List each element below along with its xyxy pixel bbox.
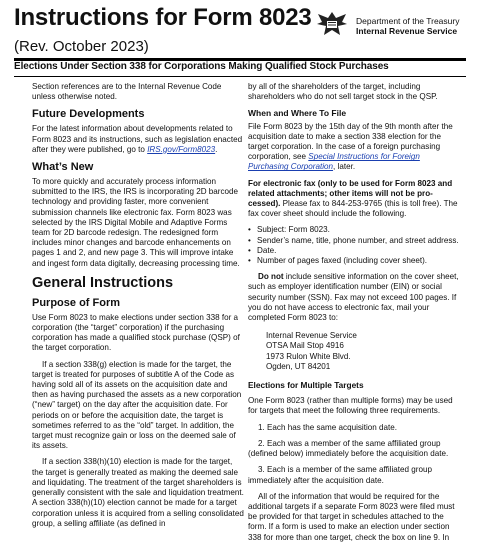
efax-text: Please fax to 844-253-9765 (this is toll free). The fax cover sheet should include the following. xyxy=(248,199,458,219)
whats-new-text: To more quickly and accurately process information submitted to the IRS, the IRS is incorporating 2D barcode technology and providing faster, more convenient submission channels like electronic fax. Form 8023 was selected by the IRS Digital Mobile and Adaptive Forms team for 2D barcode redesign. The redesigned form includes minor changes and barcode enhancements on pages 1 and 2, and new page 3. This will improve intake and ingest form data digitally, decreasing processing time. xyxy=(32,177,240,268)
form-link[interactable]: IRS.gov/Form8023 xyxy=(147,144,216,154)
continued-text: by all of the shareholders of the target, including shareholders who do not sell target stock in the QSP. xyxy=(248,82,438,102)
section-338h10-text: If a section 338(h)(10) election is made for the target, the target is generally treated as making the deemed sale and liquidating. The treatment of the target shareholders is generally consistent with the sale and liquidation treatment. A section 338(h)(10) election cannot be made for a target corporation unless it is acquired from a selling consolidated group, a selling affiliate (as defined in xyxy=(32,457,244,528)
when-where-heading: When and Where To File xyxy=(248,108,347,119)
purpose-heading: Purpose of Form xyxy=(32,296,121,309)
list-item: • Sender’s name, title, phone number, and street address. xyxy=(248,236,460,246)
subtitle-rule xyxy=(14,76,466,77)
efax-paragraph xyxy=(248,179,460,220)
form-subtitle: Elections Under Section 338 for Corporations Making Qualified Stock Purchases xyxy=(14,61,389,72)
requirement-item: 3. Each is a member of the same affiliated group immediately after the acquisition date. xyxy=(248,465,432,485)
donot-paragraph xyxy=(248,272,460,323)
requirement-item: 1. Each has the same acquisition date. xyxy=(258,422,398,432)
list-item: • Date. xyxy=(248,246,460,256)
section-338g-text: If a section 338(g) election is made for the target, the target is treated for purposes of subtitle A of the Code as having sold all of its assets on the acquisition date and then as having purchased the assets as a new corporation (“new” target) on the day after the acquisition date. For periods on or before the acquisition date, the target is sometimes referred to as the “old” target. In addition, the target must recognize gain or loss on the deemed sale of its assets. xyxy=(32,359,242,451)
irs-eagle-logo-icon xyxy=(314,8,350,40)
when-where-text xyxy=(248,122,460,173)
left-column xyxy=(32,82,244,535)
future-developments-text xyxy=(32,124,244,155)
intro-text: Section references are to the Internal Revenue Code unless otherwise noted. xyxy=(32,82,222,102)
list-item: • Number of pages faxed (including cover sheet). xyxy=(248,256,460,266)
department-line: Department of the Treasury xyxy=(356,16,460,26)
list-item: • Subject: Form 8023. xyxy=(248,225,460,235)
address-line: 1973 Rulon White Blvd. xyxy=(266,351,351,361)
multiple-targets-text: One Form 8023 (rather than multiple forms) may be used for targets that meet the following three requirements. xyxy=(248,396,453,416)
multiple-targets-heading: Elections for Multiple Targets xyxy=(248,380,364,391)
irs-line: Internal Revenue Service xyxy=(356,26,458,36)
foreign-corp-link[interactable]: Special Instructions for Foreign Purchasing Corporation xyxy=(248,152,420,172)
whats-new-heading: What’s New xyxy=(32,161,94,174)
revision-date: (Rev. October 2023) xyxy=(14,38,149,55)
efax-heading: For electronic fax (only to be used for Form 8023 and related attachments; other items will not be pro-cessed). xyxy=(248,178,453,209)
donot-lead: Do not xyxy=(258,272,284,282)
header-rule xyxy=(14,58,466,61)
mailing-address xyxy=(266,331,460,372)
fax-bullet-list xyxy=(248,225,460,266)
requirement-item: 2. Each was a member of the same affiliated group (defined below) immediately before the acquisition date. xyxy=(248,438,449,459)
additional-targets-text: All of the information that would be required for the additional targets if a separate Form 8023 were filed must be provided for that target in schedules attached to the form. If a form is used to make an election under section 338 for more than one target, check the box on line 9. In xyxy=(248,491,455,542)
right-column xyxy=(248,82,460,549)
when-text: File Form 8023 by the 15th day of the 9th month after the acquisition date to make a section 338 election for the target corporation. In the case of a foreign purchasing corporation, see xyxy=(248,121,453,162)
address-line: OTSA Mail Stop 4916 xyxy=(266,341,344,351)
future-text: For the latest information about developments related to Form 8023 and its instructions, such as legislation enacted after they were published, go to xyxy=(32,124,243,154)
agency-name xyxy=(356,16,459,36)
purpose-text: Use Form 8023 to make elections under section 338 for a corporation (the “target” corporation) if the purchasing corporation has made a qualified stock purchase (QSP) of the target corporation. xyxy=(32,312,240,353)
address-line: Internal Revenue Service xyxy=(266,331,357,341)
general-instructions-heading: General Instructions xyxy=(32,274,174,291)
donot-text: include sensitive information on the cover sheet, such as employer identification number (EIN) or social security number (SSN). Fax may not exceed 100 pages. If you do not have access to electronic fax, mail your completed Form 8023 to: xyxy=(248,272,459,323)
when-end: , later. xyxy=(333,162,356,172)
future-end: . xyxy=(215,144,218,154)
future-developments-heading: Future Developments xyxy=(32,108,145,121)
agency-block xyxy=(314,6,474,50)
page-title: Instructions for Form 8023 xyxy=(14,4,312,31)
address-line: Ogden, UT 84201 xyxy=(266,361,331,371)
